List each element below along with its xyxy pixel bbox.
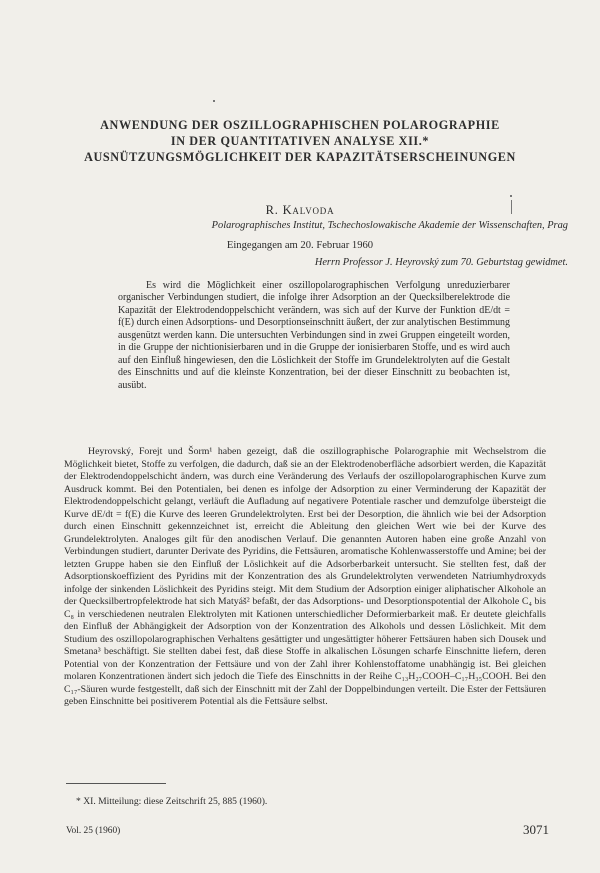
- title-line-1: ANWENDUNG DER OSZILLOGRAPHISCHEN POLAROGRAPHIE: [100, 118, 500, 132]
- footnote-rule: [66, 783, 166, 784]
- abstract: [118, 280, 510, 392]
- author-initial: R.: [265, 203, 283, 217]
- body-paragraph: Heyrovský, Forejt und Šorm¹ haben gezeigt, daß die oszillographische Polarographie mit Wechselstrom die Möglichkeit bietet, Stoffe zu verfolgen, die dadurch, daß sie an der Elektrodenoberfläche adsorbiert werden, die Kapazität der Elektrodendoppelschicht ändern, was durch eine Veränderung des Verlaufs der oszillopolarographischen Kurve zum Ausdruck kommt. Bei den Potentialen, bei denen es infolge der Adsorption zu einer Verminderung der Kapazität der Elektrodendoppelschicht gelangt, verläuft die Aufladung auf negativere Potentiale rascher und demzufolge übersteigt die Kurve dE/dt = f(E) die Kurve des leeren Grundelektrolyten. Erst bei der Desorption, die ähnlich wie bei der Adsorption durch einen Einschnitt gekennzeichnet ist, erreicht die Ableitung den gleichen Wert wie bei der Kurve des Grundelektrolyten. Analoges gilt für den anodischen Verlauf. Die genannten Autoren haben eine große Anzahl von Verbindungen studiert, darunter Derivate des Pyridins, die Fettsäuren, aromatische Kohlenwasserstoffe und Amine; bei der letzten Gruppe haben sie den Einfluß der Löslichkeit auf die Adsorberbarkeit untersucht. Sie stellten fest, daß der Adsorptionskoeffizient des Pyridins mit der Konzentration des als Grundelektrolyten verwendeten Natriumhydroxyds infolge der sinkenden Löslichkeit des Pyridins steigt. Mit dem Studium der Adsorption einiger aliphatischer Alkohole an der Quecksilbertropfelektrode hat sich Matyáš² befaßt, der das Adsorptions- und Desorptionspotential der Alkohole C₄ bis C₈ in verschiedenen neutralen Elektrolyten mit Kationen unterschiedlicher Deformierbarkeit maß. Er deutete gleichfalls den Einfluß der Abhängigkeit der Adsorption von der Konzentration des Alkohols und dessen Löslichkeit. Mit dem Studium des oszillopolarographischen Verhaltens gesättigter und ungesättigter höherer Fettsäuren haben sich Dousek und Smetana³ beschäftigt. Sie stellten dabei fest, daß diese Stoffe in alkalischen Lösungen scharfe Einschnitte liefern, deren Potential von der Konzentration der Fettsäure und von der Zahl ihrer Kohlenstoffatome unabhängig ist. Bei gleichen molaren Konzentrationen ändert sich jedoch die Tiefe des Einschnitts in der Reihe C₁₃H₂₇COOH–C₁₇H₃₅COOH. Bei den C₁₇-Säuren wurde festgestellt, daß sich der Einschnitt mit der Zahl der Doppelbindungen verteilt. Die Ester der Fettsäuren geben Einschnitte bei positiverem Potential als die Fettsäure selbst.: [64, 446, 546, 707]
- volume-info: Vol. 25 (1960): [66, 826, 121, 836]
- abstract-text: Es wird die Möglichkeit einer oszillopolarographischen Verfolgung unreduzierbarer organischer Verbindungen studiert, die infolge ihrer Adsorption an der Quecksilberelektrode die Kapazität der Elektrodendoppelschicht verändern, was sich auf der Kurve der Funktion dE/dt = f(E) durch einen Adsorptions- und Desorptionseinschnitt äußert, der zur analytischen Bestimmung ausgenützt werden kann. Die untersuchten Verbindungen sind in zwei Gruppen eingeteilt worden, in die Gruppe der nichtionisierbaren und in die Gruppe der ionisierbaren Stoffe, und es wird auch auf den Einfluß hingewiesen, den die Löslichkeit der Stoffe im Grundelektrolyten auf die Gestalt des Einschnitts und auf die kleinste Konzentration, bei der dieser Einschnitt zu beobachten ist, ausübt.: [118, 280, 510, 391]
- affiliation: Polarographisches Institut, Tschechoslowakische Akademie der Wissenschaften, Prag: [211, 220, 568, 231]
- author: [0, 203, 600, 218]
- author-surname: Kalvoda: [282, 203, 335, 217]
- body-text: [64, 446, 546, 709]
- footnote: * XI. Mitteilung: diese Zeitschrift 25, 885 (1960).: [76, 796, 268, 807]
- title-line-2: IN DER QUANTITATIVEN ANALYSE XII.*: [170, 134, 430, 148]
- received-date: Eingegangen am 20. Februar 1960: [226, 240, 374, 251]
- title-line-3: AUSNÜTZUNGSMÖGLICHKEIT DER KAPAZITÄTSERSCHEINUNGEN: [84, 150, 516, 164]
- scan-speck: [510, 195, 512, 197]
- scan-speck: [511, 200, 512, 214]
- article-title: [40, 117, 560, 165]
- page-number: 3071: [523, 822, 549, 837]
- dedication: Herrn Professor J. Heyrovský zum 70. Geburtstag gewidmet.: [314, 257, 568, 268]
- scan-speck: [213, 100, 215, 102]
